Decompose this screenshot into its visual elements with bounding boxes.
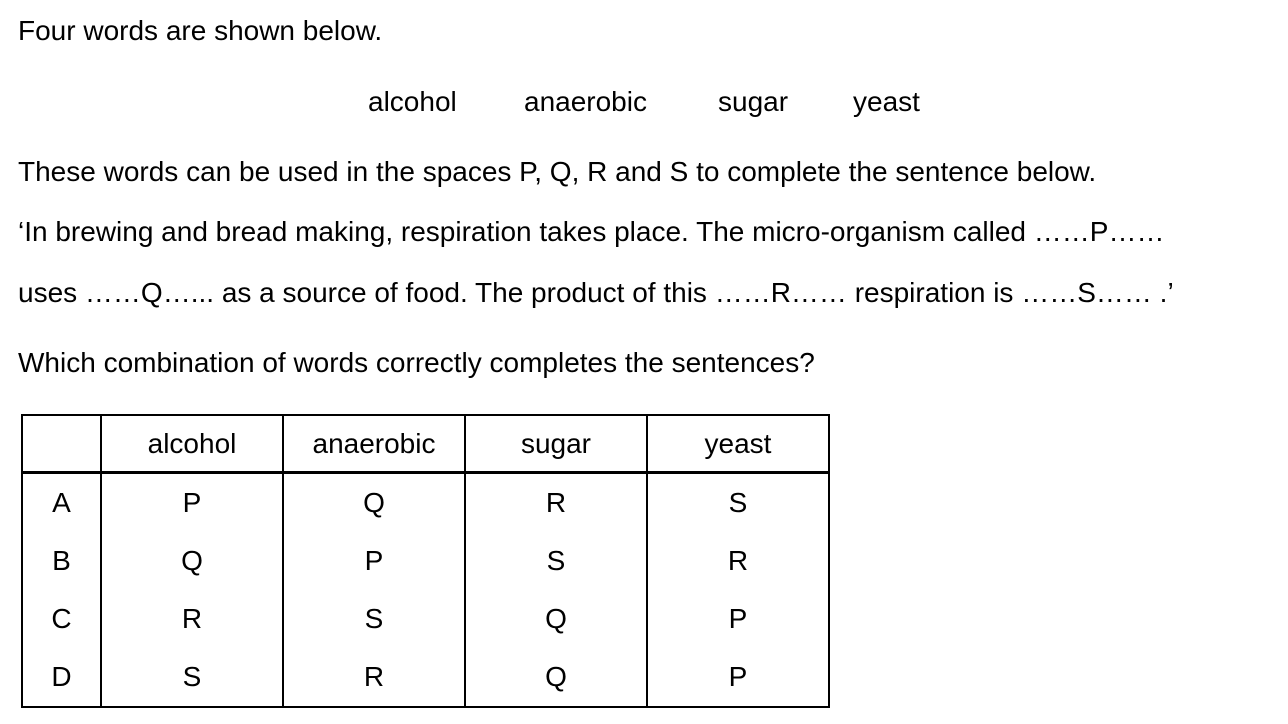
word-list [0, 86, 1288, 118]
table-cell: R [283, 648, 465, 707]
table-cell: Q [101, 532, 283, 590]
word-item: sugar [718, 86, 789, 117]
table-row [22, 648, 829, 707]
table-cell: Q [465, 648, 647, 707]
word-item: yeast [853, 86, 920, 117]
option-label: B [22, 532, 101, 590]
table-cell: S [101, 648, 283, 707]
table-cell: Q [283, 473, 465, 533]
table-header-row [22, 415, 829, 473]
option-label: A [22, 473, 101, 533]
word-item: alcohol [368, 86, 457, 117]
table-cell: R [101, 590, 283, 648]
sentence-line-1: ‘In brewing and bread making, respiration takes place. The micro-organism called ……P…… [18, 216, 1165, 247]
table-header-cell: sugar [465, 415, 647, 473]
question-text: Which combination of words correctly completes the sentences? [18, 347, 815, 378]
table-header-cell: alcohol [101, 415, 283, 473]
table-cell: P [101, 473, 283, 533]
table-row [22, 532, 829, 590]
table-row [22, 590, 829, 648]
table-cell: Q [465, 590, 647, 648]
table-cell: S [647, 473, 829, 533]
table-cell: R [647, 532, 829, 590]
option-label: C [22, 590, 101, 648]
table-cell: R [465, 473, 647, 533]
answer-table [21, 414, 830, 708]
sentence-line-2: uses ……Q…... as a source of food. The product of this ……R…… respiration is ……S…… .’ [18, 277, 1174, 308]
option-label: D [22, 648, 101, 707]
table-header-cell: anaerobic [283, 415, 465, 473]
table-cell: P [647, 590, 829, 648]
table-header-cell [22, 415, 101, 473]
word-item: anaerobic [524, 86, 647, 117]
table-cell: S [283, 590, 465, 648]
table-header-cell: yeast [647, 415, 829, 473]
table-row [22, 473, 829, 533]
intro-text: Four words are shown below. [18, 15, 383, 46]
table-cell: S [465, 532, 647, 590]
table-cell: P [283, 532, 465, 590]
table-cell: P [647, 648, 829, 707]
sentence-intro: These words can be used in the spaces P, Q, R and S to complete the sentence below. [18, 156, 1097, 187]
